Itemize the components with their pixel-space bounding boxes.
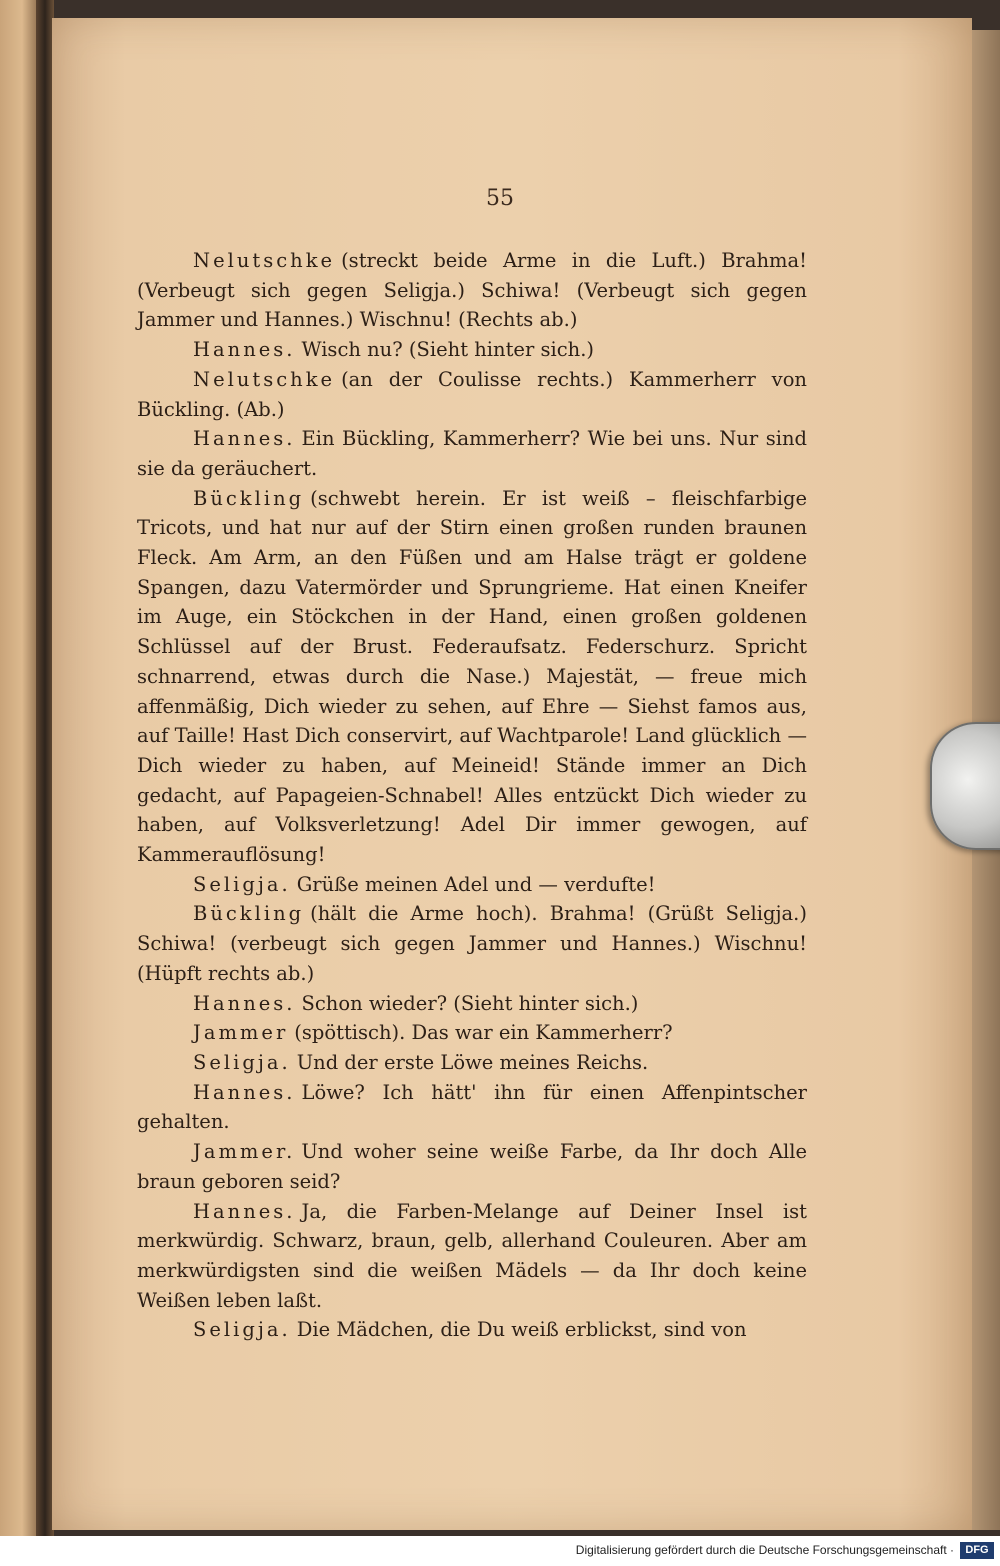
speaker-name: Hannes. — [193, 427, 296, 451]
paragraph — [137, 246, 807, 335]
page-number: 55 — [486, 186, 514, 211]
paragraph — [137, 365, 807, 424]
paragraph-text: (spöttisch). Das war ein Kammerherr? — [294, 1021, 673, 1045]
speaker-name: Seligja. — [193, 872, 291, 896]
paragraph — [137, 1315, 807, 1345]
speaker-name: Nelutschke — [193, 249, 336, 272]
paragraph-text: (an der Coulisse rechts.) Kammerherr von Bückling. (Ab.) — [137, 367, 807, 421]
paragraph — [137, 424, 807, 483]
paragraph-text: (hält die Arme hoch). Brahma! (Grüßt Seligja.) Schiwa! (verbeugt sich gegen Jammer und Hannes.) Wischnu! (Hüpft rechts ab.) — [137, 902, 807, 985]
speaker-name: Seligja. — [193, 1050, 291, 1074]
speaker-name: Seligja. — [193, 1318, 291, 1342]
facing-page-edge — [0, 0, 40, 1566]
footer-bar — [0, 1536, 1000, 1566]
paragraph — [137, 989, 807, 1019]
paragraph — [137, 1048, 807, 1078]
speaker-name: Hannes. — [193, 991, 296, 1015]
paragraph-text: Grüße meinen Adel und — verdufte! — [296, 872, 656, 896]
paragraph — [137, 335, 807, 365]
paragraph-text: Und der erste Löwe meines Reichs. — [296, 1050, 649, 1074]
paragraph-text: Wisch nu? (Sieht hinter sich.) — [301, 338, 595, 362]
speaker-name: Nelutschke — [193, 367, 336, 391]
speaker-name: Bückling — [193, 486, 305, 510]
paragraph-text: Ein Bückling, Kammerherr? Wie bei uns. Nur sind sie da geräuchert. — [137, 427, 807, 480]
paragraph-text: Löwe? Ich hätt' ihn für einen Affenpintscher gehalten. — [137, 1080, 807, 1134]
speaker-name: Hannes. — [193, 1199, 296, 1223]
paragraph — [137, 1078, 807, 1137]
page-clip — [930, 722, 1000, 850]
speaker-name: Hannes. — [193, 338, 296, 362]
paragraph — [137, 870, 807, 900]
paragraph-text: Schon wieder? (Sieht hinter sich.) — [301, 991, 639, 1015]
paragraph-text: Und woher seine weiße Farbe, da Ihr doch Alle braun geboren seid? — [137, 1140, 807, 1193]
page-text — [137, 246, 807, 1345]
paragraph-text: Die Mädchen, die Du weiß erblickst, sind von — [296, 1318, 747, 1342]
speaker-name: Bückling — [193, 902, 305, 926]
speaker-name: Jammer. — [193, 1140, 296, 1164]
funding-notice: Digitalisierung gefördert durch die Deutsche Forschungsgemeinschaft · — [575, 1543, 954, 1557]
dfg-logo[interactable]: DFG — [960, 1542, 994, 1559]
speaker-name: Hannes. — [193, 1080, 296, 1104]
paragraph — [137, 484, 807, 870]
paragraph — [137, 899, 807, 988]
paragraph — [137, 1137, 807, 1196]
paragraph — [137, 1197, 807, 1316]
paragraph-text: (streckt beide Arme in die Luft.) Brahma! (Verbeugt sich gegen Seligja.) Schiwa! (Verbeugt sich gegen Jammer und Hannes.) Wischnu! (Rechts ab.) — [137, 249, 807, 332]
paragraph — [137, 1018, 807, 1048]
paragraph-text: (schwebt herein. Er ist weiß – fleischfarbige Tricots, und hat nur auf der Stirn einen großen runden braunen Fleck. Am Arm, an den Füßen und am Halse trägt er goldene Spangen, dazu Vatermörder und Sprungrieme. Hat einen Kneifer im Auge, ein Stöckchen in der Hand, einen großen goldenen Schlüssel auf der Brust. Federaufsatz. Federschurz. Spricht schnarrend, etwas durch die Nase.) Majestät, — freue mich affenmäßig, Dich wieder zu sehen, auf Ehre — Siehst famos aus, auf Taille! Hast Dich conservirt, auf Wachtparole! Land glücklich — Dich wieder zu haben, auf Meineid! Stände immer an Dich gedacht, auf Papageien-Schnabel! Alles entzückt Dich wieder zu haben, auf Volksverletzung! Adel Dir immer gewogen, auf Kammerauflösung! — [137, 486, 807, 867]
paragraph-text: Ja, die Farben-Melange auf Deiner Insel ist merkwürdig. Schwarz, braun, gelb, allerhand Couleuren. Aber am merkwürdigsten sind die weißen Mädels — da Ihr doch keine Weißen leben laßt. — [137, 1199, 807, 1312]
speaker-name: Jammer — [193, 1021, 289, 1045]
